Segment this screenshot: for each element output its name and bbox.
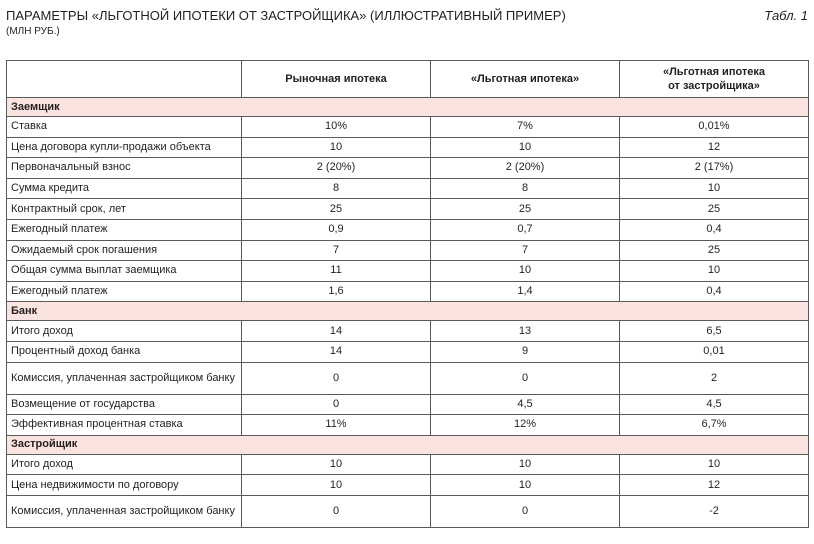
table-cell-value: 7% xyxy=(431,117,620,138)
table-cell-value: 11 xyxy=(242,261,431,282)
header-developer-text: «Льготная ипотека от застройщика» xyxy=(662,66,766,92)
table-cell-value: 10 xyxy=(431,475,620,496)
table-cell-value: 13 xyxy=(431,321,620,342)
section-title: Застройщик xyxy=(7,435,809,454)
row-label: Ежегодный платеж xyxy=(7,219,242,240)
table-cell-value: 0,4 xyxy=(620,219,809,240)
table-cell-value: 10 xyxy=(431,454,620,475)
table-cell-value: 0 xyxy=(242,394,431,415)
table-cell-value: 12% xyxy=(431,415,620,436)
table-row xyxy=(7,281,809,302)
table-number-label: Табл. 1 xyxy=(764,8,808,23)
table-cell-value: 0 xyxy=(242,362,431,394)
table-cell-value: 1,4 xyxy=(431,281,620,302)
section-title: Банк xyxy=(7,302,809,321)
table-row xyxy=(7,362,809,394)
table-row xyxy=(7,240,809,261)
row-label: Ставка xyxy=(7,117,242,138)
table-row xyxy=(7,415,809,436)
table-row xyxy=(7,341,809,362)
table-cell-value: 4,5 xyxy=(620,394,809,415)
row-label: Ожидаемый срок погашения xyxy=(7,240,242,261)
table-cell-value: 25 xyxy=(620,199,809,220)
table-cell-value: 0,7 xyxy=(431,219,620,240)
table-cell-value: 10 xyxy=(242,137,431,158)
header-developer-preferential-mortgage xyxy=(620,61,809,98)
row-label: Цена договора купли-продажи объекта xyxy=(7,137,242,158)
table-row xyxy=(7,178,809,199)
table-row xyxy=(7,475,809,496)
header-cell-empty xyxy=(7,61,242,98)
row-label: Возмещение от государства xyxy=(7,394,242,415)
row-label: Процентный доход банка xyxy=(7,341,242,362)
table-cell-value: 8 xyxy=(431,178,620,199)
row-label: Первоначальный взнос xyxy=(7,158,242,179)
table-cell-value: 0,9 xyxy=(242,219,431,240)
table-cell-value: 0,01 xyxy=(620,341,809,362)
table-cell-value: 7 xyxy=(242,240,431,261)
table-cell-value: 10 xyxy=(242,454,431,475)
table-cell-value: 25 xyxy=(620,240,809,261)
table-cell-value: 0 xyxy=(431,362,620,394)
table-cell-value: 12 xyxy=(620,475,809,496)
row-label: Сумма кредита xyxy=(7,178,242,199)
table-cell-value: 7 xyxy=(431,240,620,261)
row-label: Цена недвижимости по договору xyxy=(7,475,242,496)
table-cell-value: 10% xyxy=(242,117,431,138)
table-cell-value: 2 (17%) xyxy=(620,158,809,179)
table-row xyxy=(7,219,809,240)
table-row xyxy=(7,394,809,415)
table-cell-value: 10 xyxy=(620,178,809,199)
table-cell-value: 0 xyxy=(242,495,431,527)
row-label: Комиссия, уплаченная застройщиком банку xyxy=(7,495,242,527)
row-label: Общая сумма выплат заемщика xyxy=(7,261,242,282)
table-cell-value: 25 xyxy=(431,199,620,220)
table-row xyxy=(7,137,809,158)
table-cell-value: 0 xyxy=(431,495,620,527)
table-cell-value: -2 xyxy=(620,495,809,527)
table-cell-value: 1,6 xyxy=(242,281,431,302)
header-preferential-mortgage: «Льготная ипотека» xyxy=(431,61,620,98)
table-cell-value: 10 xyxy=(431,137,620,158)
table-cell-value: 4,5 xyxy=(431,394,620,415)
table-row xyxy=(7,199,809,220)
table-cell-value: 8 xyxy=(242,178,431,199)
mortgage-parameters-table xyxy=(6,60,809,528)
table-cell-value: 0,01% xyxy=(620,117,809,138)
section-title: Заемщик xyxy=(7,98,809,117)
table-cell-value: 10 xyxy=(242,475,431,496)
document-subtitle: (МЛН РУБ.) xyxy=(6,26,60,37)
table-row xyxy=(7,454,809,475)
row-label: Контрактный срок, лет xyxy=(7,199,242,220)
row-label: Итого доход xyxy=(7,454,242,475)
table-cell-value: 9 xyxy=(431,341,620,362)
section-row xyxy=(7,435,809,454)
header-market-mortgage: Рыночная ипотека xyxy=(242,61,431,98)
table-row xyxy=(7,261,809,282)
table-row xyxy=(7,321,809,342)
table-cell-value: 14 xyxy=(242,341,431,362)
table-cell-value: 12 xyxy=(620,137,809,158)
table-cell-value: 10 xyxy=(620,454,809,475)
section-row xyxy=(7,98,809,117)
section-row xyxy=(7,302,809,321)
row-label: Ежегодный платеж xyxy=(7,281,242,302)
document-header xyxy=(6,8,808,38)
table-cell-value: 14 xyxy=(242,321,431,342)
table-cell-value: 6,7% xyxy=(620,415,809,436)
table-cell-value: 10 xyxy=(431,261,620,282)
table-cell-value: 11% xyxy=(242,415,431,436)
table-cell-value: 0,4 xyxy=(620,281,809,302)
table-cell-value: 2 (20%) xyxy=(242,158,431,179)
table-header-row xyxy=(7,61,809,98)
table-row xyxy=(7,495,809,527)
document-title: ПАРАМЕТРЫ «ЛЬГОТНОЙ ИПОТЕКИ ОТ ЗАСТРОЙЩИКА» (ИЛЛЮСТРАТИВНЫЙ ПРИМЕР) xyxy=(6,8,566,23)
row-label: Итого доход xyxy=(7,321,242,342)
table-body xyxy=(7,98,809,528)
table-cell-value: 2 (20%) xyxy=(431,158,620,179)
table-cell-value: 25 xyxy=(242,199,431,220)
table-cell-value: 10 xyxy=(620,261,809,282)
row-label: Эффективная процентная ставка xyxy=(7,415,242,436)
row-label: Комиссия, уплаченная застройщиком банку xyxy=(7,362,242,394)
table-cell-value: 2 xyxy=(620,362,809,394)
table-cell-value: 6,5 xyxy=(620,321,809,342)
table-row xyxy=(7,117,809,138)
table-row xyxy=(7,158,809,179)
